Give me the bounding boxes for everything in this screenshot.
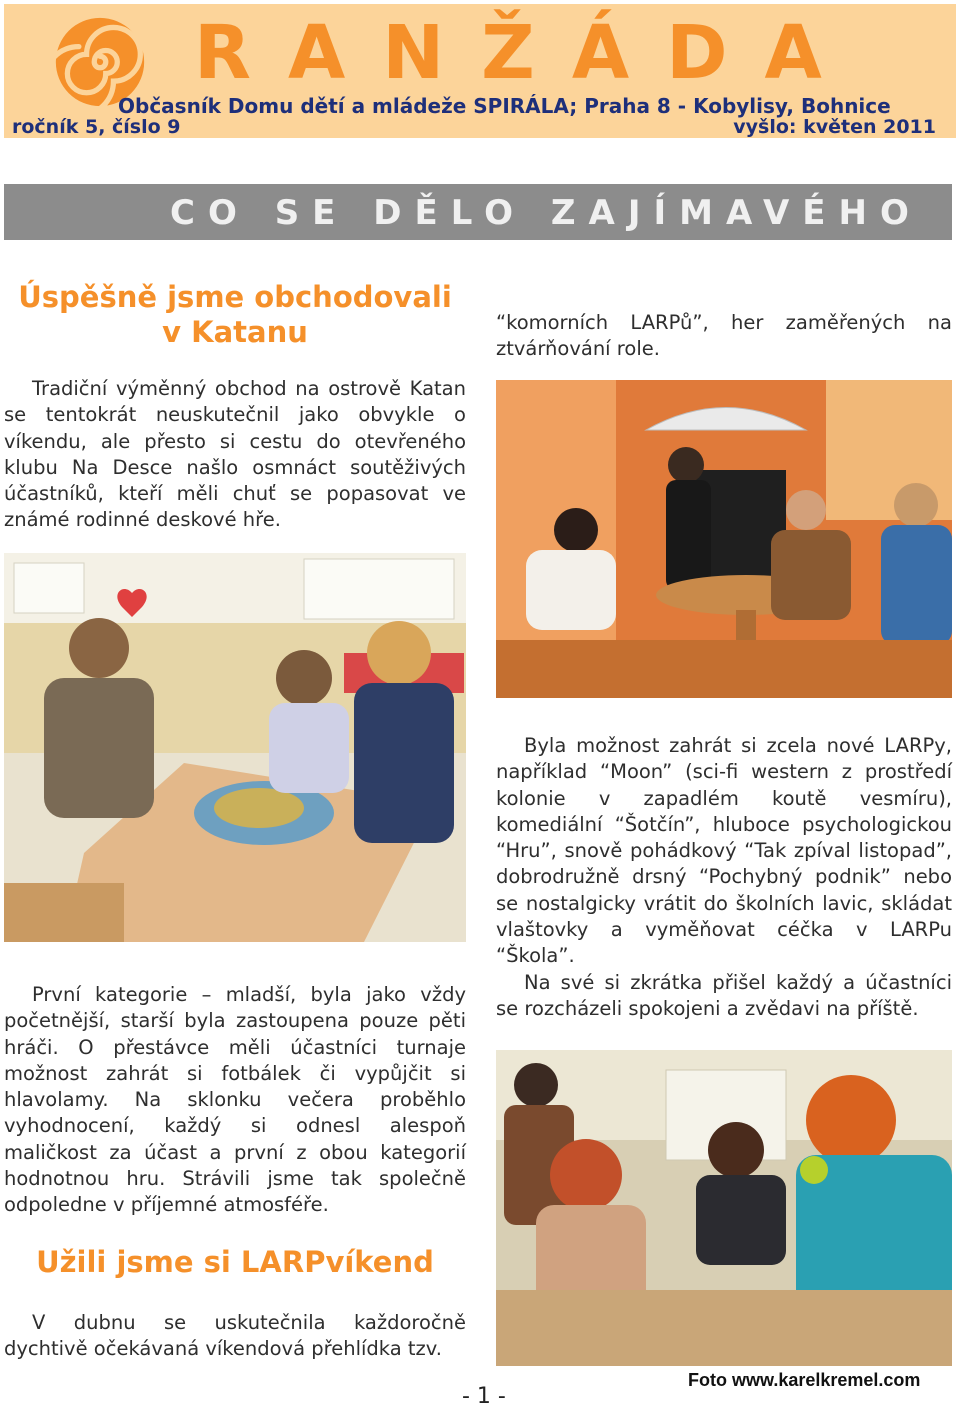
section-title: CO SE DĚLO ZAJÍMAVÉHO bbox=[170, 193, 922, 233]
article2-title: Užili jsme si LARPvíkend bbox=[36, 1245, 434, 1279]
newsletter-title: RANŽÁDA bbox=[194, 10, 859, 96]
article1-paragraph2: První kategorie – mladší, byla jako vždy početnější, starší byla zastoupena pouze pěti hráči. O přestávce měli účastníci turnaje možnost zahrát si fotbálek či vypůjčit si hlavolamy. Na sklonku večera proběhlo vyhodnocení, každý si odnesl alespoň maličkost za účast a první z obou kategorií hodnotnou hru. Strávili jsme tak společně odpoledne v příjemné atmosféře. bbox=[4, 983, 466, 1217]
article2-paragraph2: Byla možnost zahrát si zcela nové LARPy, například “Moon” (sci-fi western z prostředí kolonie v zapadlém koutě vesmíru), komediální “Šotčín”, hluboce psychologickou “Hru”, snově pohádkový “Tak zpíval listopad”, dobrodružně drsný “Pochybný podnik” nebo se nostalgicky vrátit do školních lavic, skládat vlaštovky a vyměňovat céčka v LARPu “Škola”. Na své si zkrátka přišel každý a účastníci se rozcházeli spokojeni a zvědavi na příště. bbox=[496, 733, 952, 1022]
article1-title-line1: Úspěšně jsme obchodovali bbox=[18, 280, 452, 314]
issue-number: ročník 5, číslo 9 bbox=[12, 116, 181, 138]
page-number: - 1 - bbox=[462, 1384, 506, 1409]
catan-game-photo bbox=[4, 553, 466, 942]
article2-paragraph1: V dubnu se uskutečnila každoročně dychtivě očekávaná víkendová přehlídka tzv. bbox=[4, 1311, 466, 1361]
article2-paragraph1-continued: “komorních LARPů”, her zaměřených na ztvárňování role. bbox=[496, 311, 952, 361]
larp-western-photo bbox=[496, 380, 952, 698]
article2-paragraph3: Na své si zkrátka přišel každý a účastníci se rozcházeli spokojeni a zvědavi na příště. bbox=[496, 970, 952, 1020]
article1-paragraph1: Tradiční výměnný obchod na ostrově Katan se tentokrát neuskutečnil jako obvykle o víkendu, ale přesto si cestu do otevřeného klubu Na Desce našlo osmnáct soutěživých účastníků, kteří měli chuť se popasovat ve známé rodinné deskové hře. bbox=[4, 377, 466, 532]
section-bar bbox=[4, 184, 952, 240]
photo-credit: Foto www.karelkremel.com bbox=[688, 1370, 921, 1390]
masthead bbox=[4, 4, 956, 138]
issue-date: vyšlo: květen 2011 bbox=[733, 116, 936, 138]
article1-title-line2: v Katanu bbox=[162, 315, 308, 349]
larp-workshop-photo bbox=[496, 1050, 952, 1366]
newsletter-subtitle: Občasník Domu dětí a mládeže SPIRÁLA; Praha 8 - Kobylisy, Bohnice bbox=[118, 94, 891, 118]
article1-title bbox=[4, 280, 466, 350]
